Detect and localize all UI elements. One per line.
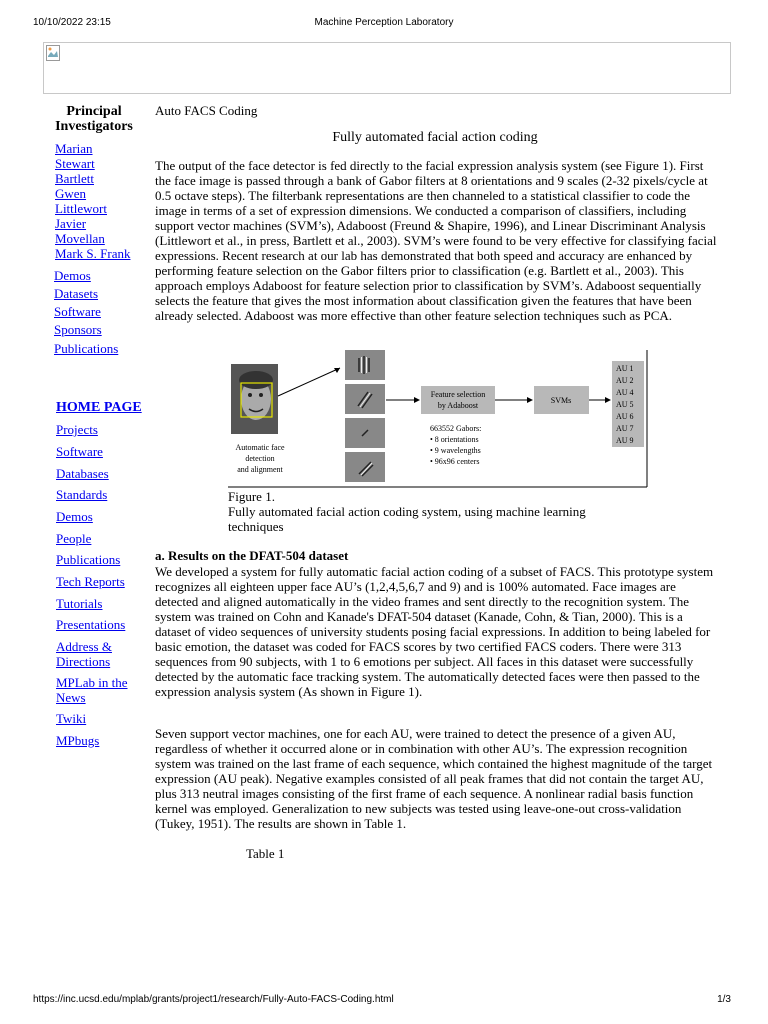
gabor-info-line: • 96x96 centers	[430, 457, 480, 466]
broken-image-icon	[46, 45, 60, 61]
page-subtitle: Fully automated facial action coding	[332, 130, 538, 145]
print-page-title: Machine Perception Laboratory	[314, 17, 454, 28]
sidebar-link-sponsors[interactable]: Sponsors	[54, 322, 102, 337]
sidebar-link-mark-frank[interactable]: Mark S. Frank	[55, 246, 131, 261]
au-item: AU 2	[616, 376, 634, 385]
nav-link-twiki[interactable]: Twiki	[56, 711, 87, 726]
sidebar-link-javier[interactable]: Javier	[55, 216, 87, 231]
nav-link-demos[interactable]: Demos	[56, 509, 93, 524]
nav-link-mpbugs[interactable]: MPbugs	[56, 733, 100, 748]
au-item: AU 7	[616, 424, 634, 433]
figure-caption-text: Fully automated facial action coding system, using machine learning techniques	[228, 504, 586, 534]
sidebar-link-software[interactable]: Software	[54, 304, 101, 319]
nav-link-presentations[interactable]: Presentations	[56, 617, 126, 632]
gabor-info-line: 663552 Gabors:	[430, 424, 482, 433]
banner-image	[43, 42, 731, 94]
page-heading: Auto FACS Coding	[155, 103, 258, 118]
sidebar-link-bartlett[interactable]: Bartlett	[55, 171, 94, 186]
print-page-number: 1/3	[717, 994, 731, 1005]
nav-link-databases[interactable]: Databases	[56, 466, 109, 481]
print-url: https://inc.ucsd.edu/mplab/grants/project1/research/Fully-Auto-FACS-Coding.html	[33, 994, 394, 1005]
face-caption-line2: detection	[245, 454, 275, 463]
sidebar-link-datasets[interactable]: Datasets	[54, 286, 99, 301]
results-paragraph: We developed a system for fully automatic facial action coding of a subset of FACS. This prototype system recognizes all eighteen upper face AU’s (1,2,4,5,6,7 and 9) and is 100% automated. Face images are detected and aligned automatically in the video frames and sent directly to the recognition system. The system was trained on Cohn and Kanade's DFAT-504 dataset (Kanade, Cohn, & Tian, 2000). This is a dataset of video sequences of university students posing facial expressions. In addition to being labeled for basic emotion, the dataset was coded for FACS scores by two certified FACS coders. There were 313 sequences from 90 subjects, with 1 to 6 emotions per subject. All faces in this dataset were successfully detected by the automatic face tracking system. The automatically detected faces were then passed to the expression analysis system (As shown in Figure 1).	[155, 564, 714, 699]
face-caption-line1: Automatic face	[235, 443, 285, 452]
au-item: AU 4	[616, 388, 634, 397]
gabor-filters	[345, 350, 385, 482]
nav-link-projects[interactable]: Projects	[56, 422, 98, 437]
sidebar-link-demos[interactable]: Demos	[54, 268, 91, 283]
nav-link-address[interactable]: Address &	[56, 639, 112, 654]
svms-label: SVMs	[550, 396, 572, 405]
sidebar-link-publications[interactable]: Publications	[54, 341, 119, 356]
gabor-info-line: • 8 orientations	[430, 435, 479, 444]
nav-link-publications[interactable]: Publications	[56, 552, 121, 567]
nav-link-tutorials[interactable]: Tutorials	[56, 596, 103, 611]
intro-paragraph: The output of the face detector is fed directly to the facial expression analysis system (see Figure 1). First the face image is passed through a bank of Gabor filters at 8 orientations and 9 scales (2-32 pixels/cycle at 0.5 octave steps). The filterbank representations are then channeled to a statistical classifier to code the image in terms of a set of expression dimensions. We conducted a comparison of classifiers, including support vector machines (SVM’s), Adaboost (Freund & Shapire, 1996), and Linear Discriminant Analysis (Littlewort et al., in press, Bartlett et al., 2003). SVM’s were found to be very effective for classifying facial expressions. Recent research at our lab has demonstrated that both speed and accuracy are enhanced by performing feature selection on the Gabor filters prior to classification (e.g. Bartlett et al., 2003). This approach employs Adaboost for feature selection prior to classification by SVM’s. Adaboost sequentially selects the feature that gives the most information about classification given the features that have been already selected. Adaboost was more effective than other feature selection techniques such as PCA.	[155, 158, 717, 323]
nav-link-people[interactable]: People	[56, 531, 92, 546]
facs-system-diagram	[228, 350, 648, 490]
sidebar-link-marian[interactable]: Marian	[55, 141, 93, 156]
au-item: AU 1	[616, 364, 634, 373]
feature-selection-label-1: Feature selection	[430, 390, 486, 399]
nav-link-standards[interactable]: Standards	[56, 487, 108, 502]
principal-investigators-heading: Principal Investigators	[55, 104, 133, 134]
svm-paragraph: Seven support vector machines, one for each AU, were trained to detect the presence of a given AU, regardless of whether it occurred alone or in combination with other AU’s. The expression recognition system was trained on the last frame of each sequence, which contained the highest magnitude of the target expression (AU peak). Negative examples consisted of all peak frames that did not contain the target AU, plus 313 neutral images consisting of the first frame of each sequence. A nonlinear radial basis function kernel was employed. Generalization to new subjects was tested using leave-one-out cross-validation (Tukey, 1951). The results are shown in Table 1.	[155, 726, 713, 831]
figure-caption	[228, 489, 638, 534]
home-page-link[interactable]: HOME PAGE	[56, 400, 142, 415]
sidebar-link-movellan[interactable]: Movellan	[55, 231, 105, 246]
face-caption-line3: and alignment	[237, 465, 283, 474]
feature-selection-label-2: by Adaboost	[437, 401, 479, 410]
sidebar-link-stewart[interactable]: Stewart	[55, 156, 95, 171]
sidebar-link-gwen[interactable]: Gwen	[55, 186, 87, 201]
au-item: AU 5	[616, 400, 634, 409]
table-label: Table 1	[246, 846, 285, 861]
nav-link-tech-reports[interactable]: Tech Reports	[56, 574, 125, 589]
print-datetime: 10/10/2022 23:15	[33, 17, 111, 28]
au-item: AU 6	[616, 412, 634, 421]
nav-link-software[interactable]: Software	[56, 444, 103, 459]
sidebar-link-littlewort[interactable]: Littlewort	[55, 201, 107, 216]
gabor-info-line: • 9 wavelengths	[430, 446, 481, 455]
nav-link-news[interactable]: News	[56, 690, 86, 705]
section-heading: a. Results on the DFAT-504 dataset	[155, 548, 349, 563]
nav-link-mplab-in-the[interactable]: MPLab in the	[56, 675, 128, 690]
au-item: AU 9	[616, 436, 634, 445]
face-photo	[231, 364, 278, 434]
figure-caption-number: Figure 1.	[228, 489, 275, 504]
nav-link-directions[interactable]: Directions	[56, 654, 111, 669]
